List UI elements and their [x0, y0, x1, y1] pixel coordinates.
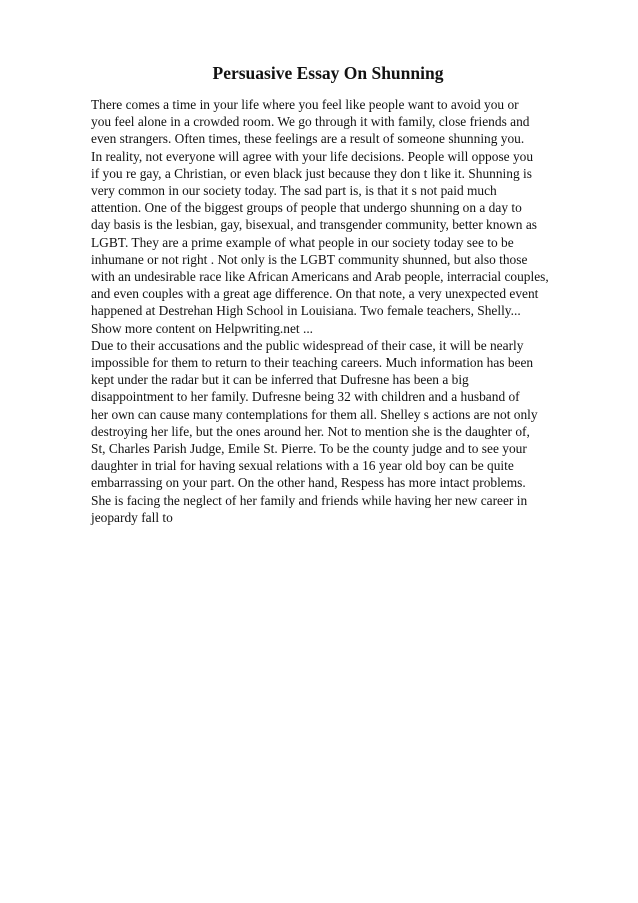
text-line: Due to their accusations and the public widespread of their case, it will be nearly — [91, 337, 524, 353]
text-line: She is facing the neglect of her family and friends while having her new career in — [91, 492, 528, 508]
text-line: jeopardy fall to — [91, 509, 173, 525]
text-line: happened at Destrehan High School in Louisiana. Two female teachers, Shelly... — [91, 303, 521, 319]
text-line: very common in our society today. The sad part is, is that it s not paid much — [91, 183, 497, 199]
text-line: There comes a time in your life where you feel like people want to avoid you or — [91, 97, 519, 112]
text-line: embarrassing on your part. On the other hand, Respess has more intact problems. — [91, 475, 526, 491]
document-title: Persuasive Essay On Shunning — [212, 63, 444, 83]
text-line: day basis is the lesbian, gay, bisexual, and transgender community, better known as — [91, 217, 537, 233]
text-line: you feel alone in a crowded room. We go through it with family, close friends and — [91, 114, 530, 130]
text-line: disappointment to her family. Dufresne being 32 with children and a husband of — [91, 389, 520, 405]
show-more-link[interactable]: Show more content on Helpwriting.net ... — [91, 320, 314, 336]
text-line: daughter in trial for having sexual relations with a 16 year old boy can be quite — [91, 458, 514, 474]
text-line: with an undesirable race like African Americans and Arab people, interracial couples, — [91, 269, 549, 285]
text-line: St, Charles Parish Judge, Emile St. Pierre. To be the county judge and to see your — [91, 441, 527, 457]
text-line: her own can cause many contemplations for them all. Shelley s actions are not only — [91, 406, 538, 422]
text-line: and even couples with a great age difference. On that note, a very unexpected event — [91, 286, 539, 302]
text-line: even strangers. Often times, these feelings are a result of someone shunning you. — [91, 131, 525, 147]
text-line: impossible for them to return to their teaching careers. Much information has been — [91, 355, 534, 371]
text-line: LGBT. They are a prime example of what people in our society today see to be — [91, 234, 514, 250]
document-body — [91, 96, 611, 526]
text-line: attention. One of the biggest groups of people that undergo shunning on a day to — [91, 200, 522, 216]
text-line: if you re gay, a Christian, or even black just because they don t like it. Shunning is — [91, 165, 532, 181]
text-line: inhumane or not right . Not only is the LGBT community shunned, but also those — [91, 251, 528, 267]
text-line: destroying her life, but the ones around her. Not to mention she is the daughter of, — [91, 423, 530, 439]
text-line: In reality, not everyone will agree with your life decisions. People will oppose you — [91, 148, 534, 164]
text-line: kept under the radar but it can be inferred that Dufresne has been a big — [91, 372, 469, 388]
